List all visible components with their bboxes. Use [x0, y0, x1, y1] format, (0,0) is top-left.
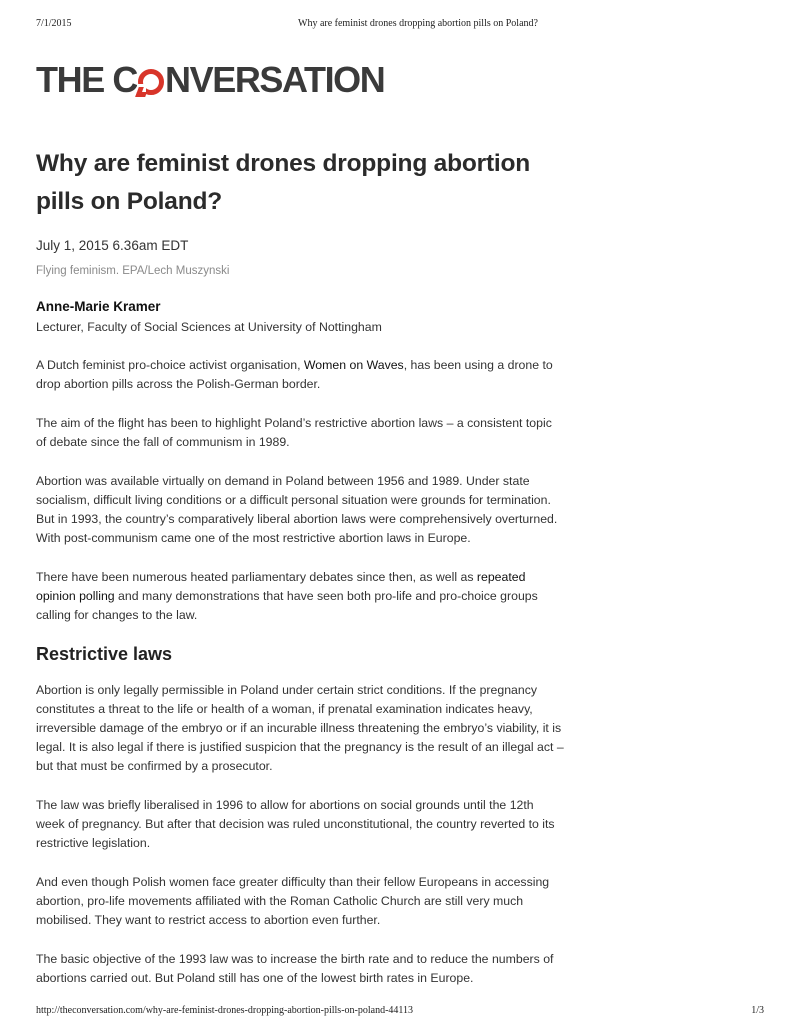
print-page-number: 1/3	[751, 1005, 764, 1016]
opinion-polling-link[interactable]: repeated opinion polling	[36, 570, 526, 603]
print-page-title: Why are feminist drones dropping abortion pills on Poland?	[298, 18, 538, 29]
paragraph-2: The aim of the flight has been to highlight Poland’s restrictive abortion laws – a consistent topic of debate since the fall of communism in 1989.	[36, 416, 552, 449]
paragraph-3: Abortion was available virtually on demand in Poland between 1956 and 1989. Under state socialism, difficult living conditions or a difficult personal situation were grounds for termination. But in 1993, the country’s comparatively liberal abortion laws were comprehensively overturned. With post-communism came one of the most restrictive abortion laws in Europe.	[36, 474, 558, 545]
paragraph-5: Abortion is only legally permissible in Poland under certain strict conditions. If the pregnancy constitutes a threat to the life or health of a woman, if prenatal examination indicates heavy, irreversible damage of the embryo or if an incurable illness threatening the embryo’s viability, it is legal. It is also legal if there is justified suspicion that the pregnancy is the result of an illegal act – but that must be confirmed by a prosecutor.	[36, 683, 564, 773]
article-dateline: July 1, 2015 6.36am EDT	[36, 238, 189, 253]
logo-text-end: NVERSATION	[165, 59, 385, 100]
print-date: 7/1/2015	[36, 18, 72, 29]
print-header	[0, 18, 800, 32]
paragraph-7: And even though Polish women face greater difficulty than their fellow Europeans in accessing abortion, pro-life movements affiliated with the Roman Catholic Church are still very much mobilised. They want to restrict access to abortion even further.	[36, 875, 550, 927]
paragraph-4-text: There have been numerous heated parliamentary debates since then, as well as	[36, 570, 477, 584]
article-title: Why are feminist drones dropping abortion pills on Poland?	[36, 150, 531, 215]
paragraph-6: The law was briefly liberalised in 1996 to allow for abortions on social grounds until the 12th week of pregnancy. But after that decision was ruled unconstitutional, the country reverted to its restrictive legislation.	[36, 798, 555, 850]
site-logo[interactable]	[36, 58, 384, 102]
author-role: Lecturer, Faculty of Social Sciences at University of Nottingham	[36, 320, 382, 334]
logo-speech-bubble-icon	[138, 69, 164, 95]
image-caption: Flying feminism. EPA/Lech Muszynski	[36, 265, 230, 277]
paragraph-8: The basic objective of the 1993 law was to increase the birth rate and to reduce the numbers of abortions carried out. But Poland still has one of the lowest birth rates in Europe.	[36, 952, 554, 985]
women-on-waves-link[interactable]: Women on Waves	[303, 358, 404, 372]
paragraph-1-text: A Dutch feminist pro-choice activist organisation,	[36, 358, 304, 372]
print-footer	[0, 1005, 800, 1019]
paragraph-1	[36, 356, 564, 394]
article	[36, 145, 566, 988]
paragraph-4-text-end: and many demonstrations that have seen both pro-life and pro-choice groups calling for changes to the law.	[36, 589, 538, 622]
logo-text-start: THE C	[36, 59, 138, 100]
paragraph-1-text-end: , has been using a drone to drop abortion pills across the Polish-German border.	[36, 358, 553, 391]
paragraph-4	[36, 568, 564, 625]
print-url: http://theconversation.com/why-are-feminist-drones-dropping-abortion-pills-on-poland-44113	[36, 1005, 414, 1016]
section-heading-restrictive-laws: Restrictive laws	[36, 644, 173, 664]
author-name[interactable]: Anne-Marie Kramer	[36, 299, 161, 314]
